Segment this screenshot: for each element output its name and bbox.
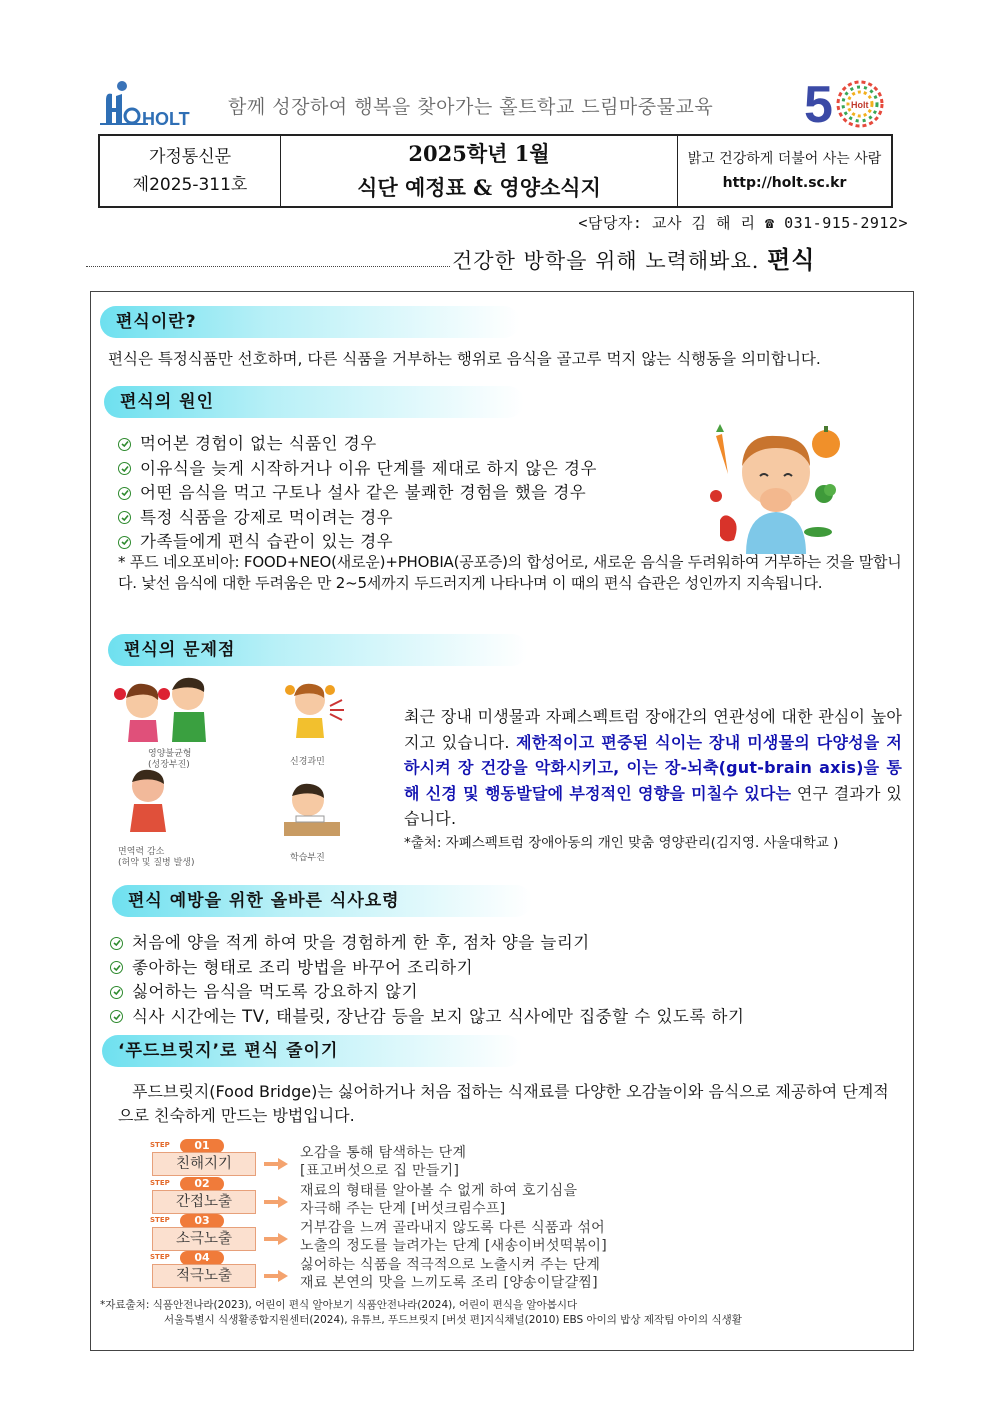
problems-text-outro: 연구 결과가 있습니다. (404, 783, 902, 828)
what-text: 편식은 특정식품만 선호하며, 다른 식품을 거부하는 행위로 음식을 골고루 먹지 않는 식행동을 의미합니다. (108, 350, 821, 368)
step-name: 소극노출 (152, 1227, 256, 1251)
section-title-causes: 편식의 원인 (104, 386, 524, 418)
list-item-text: 특정 식품을 강제로 먹이려는 경우 (140, 507, 394, 527)
step-description (300, 1219, 607, 1255)
headline-text: 건강한 방학을 위해 노력해봐요. (452, 249, 760, 273)
step-desc-line1: 싫어하는 식품을 적극적으로 노출시켜 주는 단계 (300, 1257, 601, 1273)
newsletter-number: 제2025-311호 (132, 175, 248, 195)
causes-list (118, 432, 698, 555)
school-slogan: 밝고 건강하게 더불어 사는 사람 (687, 151, 882, 167)
bridge-step (150, 1139, 732, 1179)
contact-info: <담당자: 교사 김 해 리 ☎ 031-915-2912> (578, 214, 908, 232)
header-left-cell (100, 136, 281, 206)
headline (452, 240, 815, 275)
source-line1: *자료출처: 식품안전나라(2023), 어린이 편식 알아보기 식품안전나라(2024), 어린이 편식을 알아봅시다 (100, 1299, 578, 1311)
list-item-text: 싫어하는 음식을 먹도록 강요하지 않기 (132, 982, 419, 1001)
problem-label-immunity: 면역력 감소 (허약 및 질병 발생) (118, 847, 195, 868)
headline-bold: 편식 (767, 246, 816, 274)
section-title-problems: 편식의 문제점 (108, 634, 528, 666)
problem-label-nerves: 신경과민 (290, 757, 325, 767)
step-number (150, 1251, 240, 1265)
source-line2: 서울특별시 식생활종합지원센터(2024), 유튜브, 푸드브릿지 [버섯 편]지식채널(2010) EBS 아이의 밥상 제작팀 아이의 식생활 (164, 1314, 742, 1326)
header-title-cell (281, 136, 678, 206)
step-desc-line1: 거부감을 느껴 골라내지 않도록 다른 식품과 섞어 (300, 1220, 605, 1236)
check-icon (118, 536, 131, 549)
step-number-pill: 01 (180, 1139, 224, 1153)
problems-illustration (108, 676, 374, 870)
step-name: 간접노출 (152, 1190, 256, 1214)
arrow-right-icon (264, 1196, 288, 1208)
school-motto: 함께 성장하여 행복을 찾아가는 홀트학교 드림마중물교육 (228, 96, 714, 118)
newsletter-title: 식단 예정표 & 영양소식지 (357, 175, 601, 200)
step-name: 적극노출 (152, 1264, 256, 1288)
step-number (150, 1177, 240, 1191)
list-item (118, 506, 698, 531)
list-item-text: 이유식을 늦게 시작하거나 이유 단계를 제대로 하지 않은 경우 (140, 458, 597, 478)
list-item (110, 931, 900, 956)
problem-label-nutrition: 영양불균형 (성장부진) (148, 749, 192, 770)
issue-date: 2025학년 1월 (408, 141, 550, 166)
bridge-step (150, 1214, 732, 1254)
check-icon (110, 1010, 123, 1023)
picky-eater-illustration (706, 414, 842, 554)
step-desc-line2: 자극해 주는 단계 [버섯크림수프] (300, 1201, 506, 1217)
check-icon (110, 937, 123, 950)
school-url-link[interactable]: http://holt.sc.kr (722, 175, 847, 191)
problem-label-learning: 학습부진 (290, 853, 325, 863)
list-item-text: 어떤 음식을 먹고 구토나 설사 같은 불쾌한 경험을 했을 경우 (140, 483, 587, 502)
list-item (110, 980, 900, 1005)
holt-logo (100, 78, 210, 130)
check-icon (118, 462, 131, 475)
section-title-bridge: ‘푸드브릿지’로 편식 줄이기 (102, 1035, 522, 1067)
step-label: STEP (150, 1179, 170, 1187)
arrow-right-icon (264, 1270, 288, 1282)
list-item-text: 처음에 양을 적게 하여 맛을 경험하게 한 후, 점차 양을 늘리기 (132, 933, 590, 952)
arrow-right-icon (264, 1233, 288, 1245)
neophobia-note: * 푸드 네오포비아: FOOD+NEO(새로운)+PHOBIA(공포증)의 합성어로, 새로운 음식을 두려워하여 거부하는 것을 말합니다. 낯선 음식에 대한 두려움은 만 2~5세까지 두드러지게 나타나며 이 때의 편식 습관은 성인까지 지속됩니다. (118, 553, 902, 592)
step-label: STEP (150, 1216, 170, 1224)
arrow-right-icon (264, 1158, 288, 1170)
bridge-text: 푸드브릿지(Food Bridge)는 싫어하거나 처음 접하는 식재료를 다양한 오감놀이와 음식으로 제공하여 단계적으로 친숙하게 만드는 방법입니다. (118, 1082, 889, 1125)
bridge-step (150, 1251, 732, 1291)
newsletter-type: 가정통신문 (148, 147, 232, 167)
problems-text-intro: 최근 장내 미생물과 자폐스펙트럼 장애간의 연관성에 대한 관심이 높아지고 있습니다. (404, 707, 902, 752)
check-icon (118, 487, 131, 500)
step-label: STEP (150, 1253, 170, 1261)
check-icon (118, 438, 131, 451)
step-desc-line1: 재료의 형태를 알아볼 수 없게 하여 호기심을 (300, 1183, 578, 1199)
tips-list (110, 931, 900, 1029)
step-desc-line2: 재료 본연의 맛을 느끼도록 조리 [양송이달걀찜] (300, 1275, 598, 1291)
list-item-text: 먹어본 경험이 없는 식품인 경우 (140, 434, 377, 453)
logo-text: HOLT (142, 109, 190, 129)
header-right-cell (678, 136, 891, 206)
anniv-badge: Holt (851, 100, 869, 110)
check-icon (110, 961, 123, 974)
list-item (118, 432, 698, 457)
step-description (300, 1182, 577, 1218)
list-item-text: 식사 시간에는 TV, 태블릿, 장난감 등을 보지 않고 식사에만 집중할 수 있도록 하기 (132, 1006, 745, 1026)
step-number (150, 1139, 240, 1153)
anniv-number: 5 (804, 76, 833, 130)
step-number-pill: 02 (180, 1177, 224, 1191)
list-item (118, 457, 698, 482)
step-label: STEP (150, 1141, 170, 1149)
section-title-what: 편식이란? (100, 306, 520, 338)
check-icon (110, 986, 123, 999)
bridge-step (150, 1177, 732, 1217)
step-desc-line1: 오감을 통해 탐색하는 단계 (300, 1145, 467, 1161)
step-desc-line2: [표고버섯으로 집 만들기] (300, 1163, 460, 1179)
list-item-text: 가족들에게 편식 습관이 있는 경우 (140, 532, 394, 551)
headline-dotted-rule (86, 266, 450, 267)
problems-source: *출처: 자폐스펙트럼 장애아동의 개인 맞춤 영양관리(김지영. 사울대학교 ) (404, 835, 839, 851)
step-name: 친해지기 (152, 1152, 256, 1176)
section-title-tips: 편식 예방을 위한 올바른 식사요령 (112, 885, 532, 917)
50th-anniversary-logo (804, 74, 888, 130)
problems-text (404, 704, 902, 832)
step-number-pill: 03 (180, 1214, 224, 1228)
list-item (118, 530, 698, 555)
step-desc-line2: 노출의 정도를 늘려가는 단계 [새송이버섯떡볶이] (300, 1238, 608, 1254)
step-description (300, 1144, 466, 1180)
step-number (150, 1214, 240, 1228)
check-icon (118, 511, 131, 524)
list-item (110, 956, 900, 981)
reference-sources (100, 1298, 742, 1328)
problems-text-highlight: 제한적이고 편중된 식이는 장내 미생물의 다양성을 저하시켜 장 건강을 악화시키고, 이는 장-뇌축(gut-brain axis)을 통해 신경 및 행동발달에 부정적인 영향을 미칠수 있다는 (404, 732, 902, 803)
step-number-pill: 04 (180, 1251, 224, 1265)
list-item (110, 1005, 900, 1030)
list-item-text: 좋아하는 형태로 조리 방법을 바꾸어 조리하기 (132, 957, 474, 977)
step-description (300, 1256, 600, 1292)
list-item (118, 481, 698, 506)
header-table (98, 134, 893, 208)
